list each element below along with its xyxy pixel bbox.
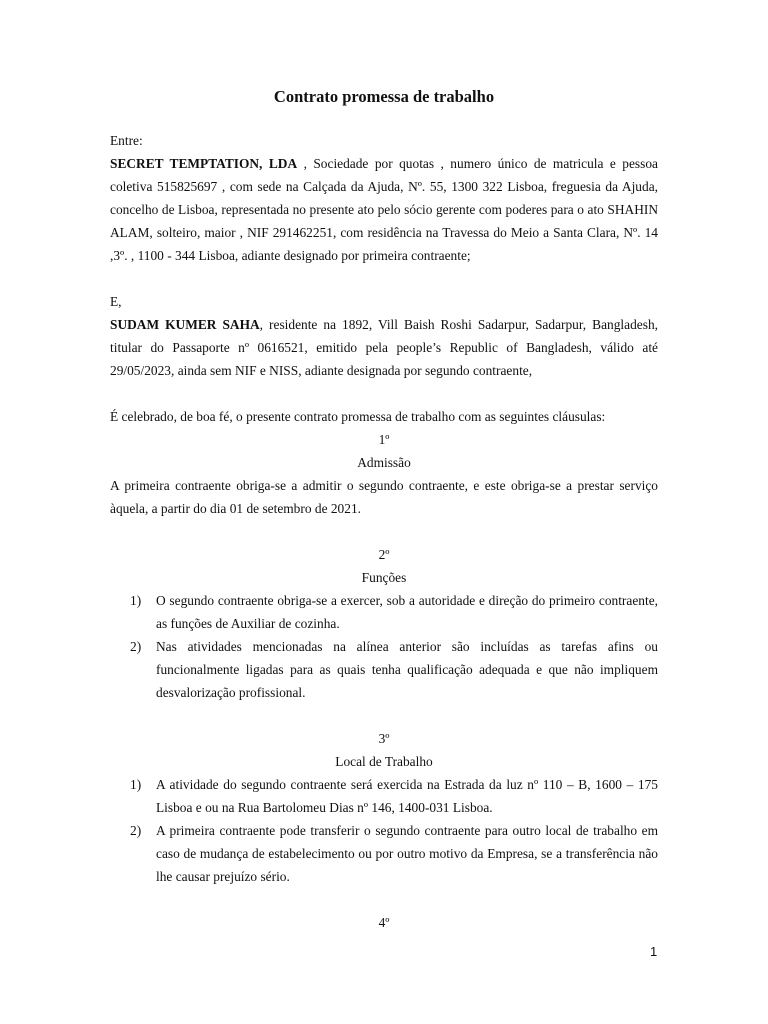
clause-3-heading: Local de Trabalho (335, 754, 433, 769)
celebration-statement: É celebrado, de boa fé, o presente contrato promessa de trabalho com as seguintes cláusulas: (110, 409, 606, 424)
first-party-paragraph (110, 152, 658, 267)
list-number: 1) (130, 777, 142, 792)
list-number: 2) (130, 639, 142, 654)
list-number: 1) (130, 593, 142, 608)
clause-2-item-1 (110, 589, 658, 635)
conjunction-text: E, (110, 294, 122, 309)
clause-2-item-2 (110, 635, 658, 704)
document-body (110, 84, 658, 934)
second-party-paragraph (110, 313, 658, 382)
list-item-text: A atividade do segundo contraente será exercida na Estrada da luz nº 110 – B, 1600 – 175 Lisboa e ou na Rua Bartolomeu Dias nº 146, 1400-031 Lisboa. (156, 777, 658, 815)
page-number: 1 (650, 944, 658, 959)
first-party-details: , Sociedade por quotas , numero único de matricula e pessoa coletiva 515825697 , com sede na Calçada da Ajuda, Nº. 55, 1300 322 Lisboa, freguesia da Ajuda, concelho de Lisboa, representada no presente ato pelo sócio gerente com poderes para o ato SHAHIN ALAM, solteiro, maior , NIF 291462251, com residência na Travessa do Meio a Santa Clara, Nº. 14 ,3º. , 1100 - 344 Lisboa, adiante designado por primeira contraente; (110, 156, 658, 263)
clause-2-number: 2º (378, 547, 390, 562)
list-item-text: Nas atividades mencionadas na alínea anterior são incluídas as tarefas afins ou funcionalmente ligadas para as quais tenha qualificação adequada e que não impliquem desvalorização profissional. (156, 639, 658, 700)
clause-3-number: 3º (378, 731, 390, 746)
first-party-name: SECRET TEMPTATION, LDA (110, 156, 298, 171)
list-item-text: O segundo contraente obriga-se a exercer, sob a autoridade e direção do primeiro contraente, as funções de Auxiliar de cozinha. (156, 593, 658, 631)
clause-4-number: 4º (378, 915, 390, 930)
list-item-text: A primeira contraente pode transferir o segundo contraente para outro local de trabalho em caso de mudança de estabelecimento ou por outro motivo da Empresa, se a transferência não lhe causar prejuízo sério. (156, 823, 658, 884)
clause-2-list (110, 589, 658, 704)
clause-1-heading: Admissão (357, 455, 411, 470)
list-number: 2) (130, 823, 142, 838)
clause-3-item-1 (110, 773, 658, 819)
clause-1-number: 1º (378, 432, 390, 447)
clause-2-heading: Funções (361, 570, 407, 585)
clause-3-list (110, 773, 658, 888)
document-title: Contrato promessa de trabalho (273, 87, 495, 106)
second-party-details: , residente na 1892, Vill Baish Roshi Sadarpur, Sadarpur, Bangladesh, titular do Passaporte nº 0616521, emitido pela people’s Republic of Bangladesh, válido até 29/05/2023, ainda sem NIF e NISS, adiante designada por segundo contraente, (110, 317, 658, 378)
second-party-name: SUDAM KUMER SAHA (110, 317, 260, 332)
clause-3-item-2 (110, 819, 658, 888)
clause-1-text: A primeira contraente obriga-se a admitir o segundo contraente, e este obriga-se a prestar serviço àquela, a partir do dia 01 de setembro de 2021. (110, 478, 658, 516)
intro-text: Entre: (110, 133, 143, 148)
